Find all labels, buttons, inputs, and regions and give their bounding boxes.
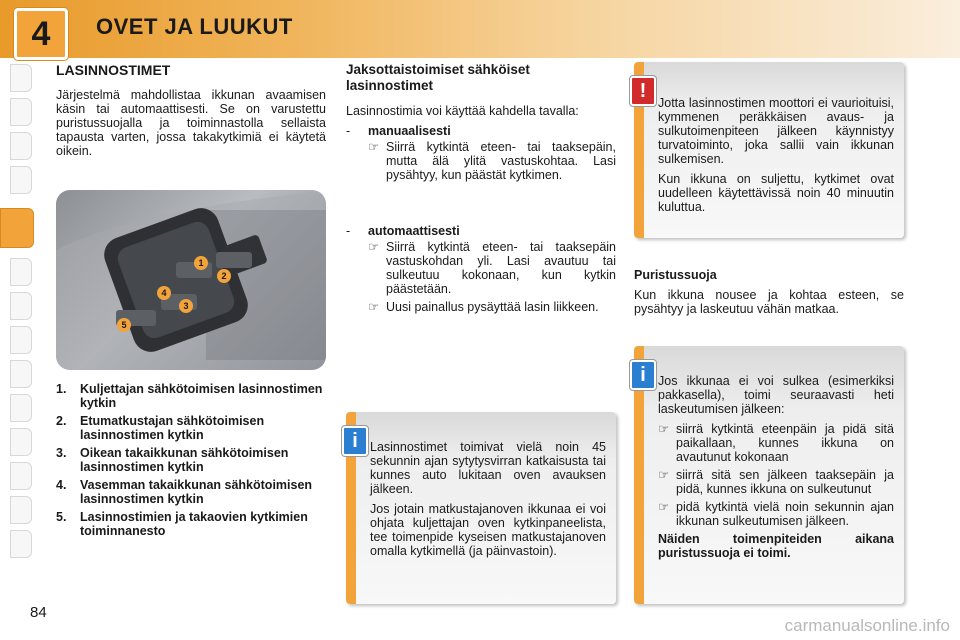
legend-text: Lasinnostimien ja takaovien kytkimien toiminnanesto — [80, 510, 308, 538]
info-paragraph: Lasinnostimet toimivat vielä noin 45 sekunnin ajan sytytysvirran katkaisusta tai kunnes auto lukitaan oven avauksen jälkeen. — [370, 440, 606, 496]
intro-paragraph: Järjestelmä mahdollistaa ikkunan avaamisen käsin tai automaattisesti. Se on varustettu puristussuojalla ja toiminnastolla sellaista tapausta varten, jossa takakytkimiä ei käytetä oikein. — [56, 88, 326, 158]
bullet-text: pidä kytkintä vielä noin sekunnin ajan ikkunan sulkeutumisen jälkeen. — [676, 500, 894, 528]
dash: - — [346, 124, 351, 138]
side-tab[interactable] — [10, 360, 32, 388]
side-tab[interactable] — [10, 394, 32, 422]
legend-item — [56, 478, 326, 506]
callout-5: 5 — [121, 320, 127, 330]
operation-column — [346, 62, 616, 318]
side-tabs — [0, 58, 30, 578]
dash: - — [346, 224, 351, 238]
legend-number: 4. — [56, 478, 67, 492]
info-icon: i — [630, 360, 656, 390]
page-number: 84 — [30, 604, 47, 621]
manual-mode — [346, 124, 616, 138]
side-tab[interactable] — [10, 64, 32, 92]
switch-panel-illustration — [56, 190, 326, 370]
side-tab[interactable] — [10, 98, 32, 126]
legend-text: Kuljettajan sähkötoimisen lasinnostimen kytkin — [80, 382, 323, 410]
pinch-protection — [634, 268, 904, 322]
hand-pointer-icon: ☞ — [368, 240, 380, 254]
mode-label: automaattisesti — [368, 224, 460, 238]
chapter-title: OVET JA LUUKUT — [96, 14, 293, 39]
hand-pointer-icon: ☞ — [658, 500, 670, 514]
legend-item — [56, 510, 326, 538]
info-paragraph: Jos ikkunaa ei voi sulkea (esimerkiksi pakkasella), toimi seuraavasti heti laskeutumisen jälkeen: — [658, 374, 894, 416]
legend-item — [56, 382, 326, 410]
operation-heading: Jaksottaistoimiset sähköiset lasinnostimet — [346, 62, 530, 93]
auto-bullet — [368, 240, 616, 296]
hand-pointer-icon: ☞ — [368, 140, 380, 154]
hand-pointer-icon: ☞ — [368, 300, 380, 314]
pinch-text: Kun ikkuna nousee ja kohtaa esteen, se pysähtyy ja laskeutuu vähän matkaa. — [634, 288, 904, 316]
legend-item — [56, 414, 326, 442]
side-tab-active[interactable] — [0, 208, 34, 248]
info-icon: i — [342, 426, 368, 456]
callout-4: 4 — [161, 288, 167, 298]
legend-number: 1. — [56, 382, 67, 396]
bullet-text: Uusi painallus pysäyttää lasin liikkeen. — [386, 300, 599, 314]
header-bar — [0, 0, 960, 58]
legend-number: 5. — [56, 510, 67, 524]
callout-1: 1 — [198, 258, 204, 268]
callout-3: 3 — [183, 301, 189, 311]
info-bullet — [658, 468, 894, 496]
window-switch-photo — [56, 190, 326, 370]
info-box-freeze — [634, 346, 904, 604]
pinch-heading: Puristussuoja — [634, 268, 717, 282]
bullet-text: Siirrä kytkintä eteen- tai taaksepäin vastuskohdan yli. Lasi avautuu tai sulkeutuu kokonaan, kun kytkin päästetään. — [386, 240, 616, 296]
side-tab[interactable] — [10, 292, 32, 320]
warning-paragraph: Kun ikkuna on suljettu, kytkimet ovat uudelleen käytettävissä noin 40 minuutin kuluttua. — [658, 172, 894, 214]
info-paragraph: Jos jotain matkustajanoven ikkunaa ei voi ohjata kuljettajan oven kytkinpaneelista, tee toimenpide kyseisen matkustajanoven omalla kytkimellä (ja päinvastoin). — [370, 502, 606, 558]
legend-item — [56, 446, 326, 474]
bullet-text: Siirrä kytkintä eteen- tai taaksepäin, mutta älä ylitä vastuskohtaa. Lasi pysähtyy, kun päästät kytkimen. — [386, 140, 616, 182]
bullet-text: siirrä kytkintä eteenpäin ja pidä sitä paikallaan, kunnes ikkuna on avautunut kokonaan — [676, 422, 894, 464]
switch-legend — [56, 382, 326, 542]
hand-pointer-icon: ☞ — [658, 422, 670, 436]
side-tab[interactable] — [10, 132, 32, 160]
info-box-timer — [346, 412, 616, 604]
warning-box — [634, 62, 904, 238]
warning-paragraph: Jotta lasinnostimen moottori ei vaurioituisi, kymmenen peräkkäisen avaus- ja sulkutoimenpiteen jälkeen käynnistyy turvatoiminto, joka sallii vain ikkunan sulkemisen. — [658, 96, 894, 166]
legend-text: Etumatkustajan sähkötoimisen lasinnostimen kytkin — [80, 414, 265, 442]
side-tab[interactable] — [10, 530, 32, 558]
side-tab[interactable] — [10, 326, 32, 354]
auto-mode — [346, 224, 616, 238]
side-tab[interactable] — [10, 462, 32, 490]
bold-note: Näiden toimenpiteiden aikana puristussuoja ei toimi. — [658, 532, 894, 560]
side-tab[interactable] — [10, 496, 32, 524]
legend-number: 3. — [56, 446, 67, 460]
callout-2: 2 — [221, 271, 227, 281]
section-heading: LASINNOSTIMET — [56, 62, 171, 78]
manual-bullet — [368, 140, 616, 182]
legend-number: 2. — [56, 414, 67, 428]
warning-icon: ! — [630, 76, 656, 106]
legend-text: Oikean takaikkunan sähkötoimisen lasinnostimen kytkin — [80, 446, 289, 474]
legend-text: Vasemman takaikkunan sähkötoimisen lasinnostimen kytkin — [80, 478, 313, 506]
mode-label: manuaalisesti — [368, 124, 451, 138]
info-bullet — [658, 422, 894, 464]
operation-intro: Lasinnostimia voi käyttää kahdella tavalla: — [346, 104, 579, 118]
side-tab[interactable] — [10, 428, 32, 456]
hand-pointer-icon: ☞ — [658, 468, 670, 482]
side-tab[interactable] — [10, 258, 32, 286]
bullet-text: siirrä sitä sen jälkeen taaksepäin ja pidä, kunnes ikkuna on sulkeutunut — [676, 468, 894, 496]
intro-column — [56, 62, 326, 164]
chapter-badge — [14, 8, 68, 60]
auto-bullet — [368, 300, 616, 314]
side-tab[interactable] — [10, 166, 32, 194]
watermark: carmanualsonline.info — [784, 616, 950, 635]
chapter-number: 4 — [31, 14, 51, 53]
info-bullet — [658, 500, 894, 528]
